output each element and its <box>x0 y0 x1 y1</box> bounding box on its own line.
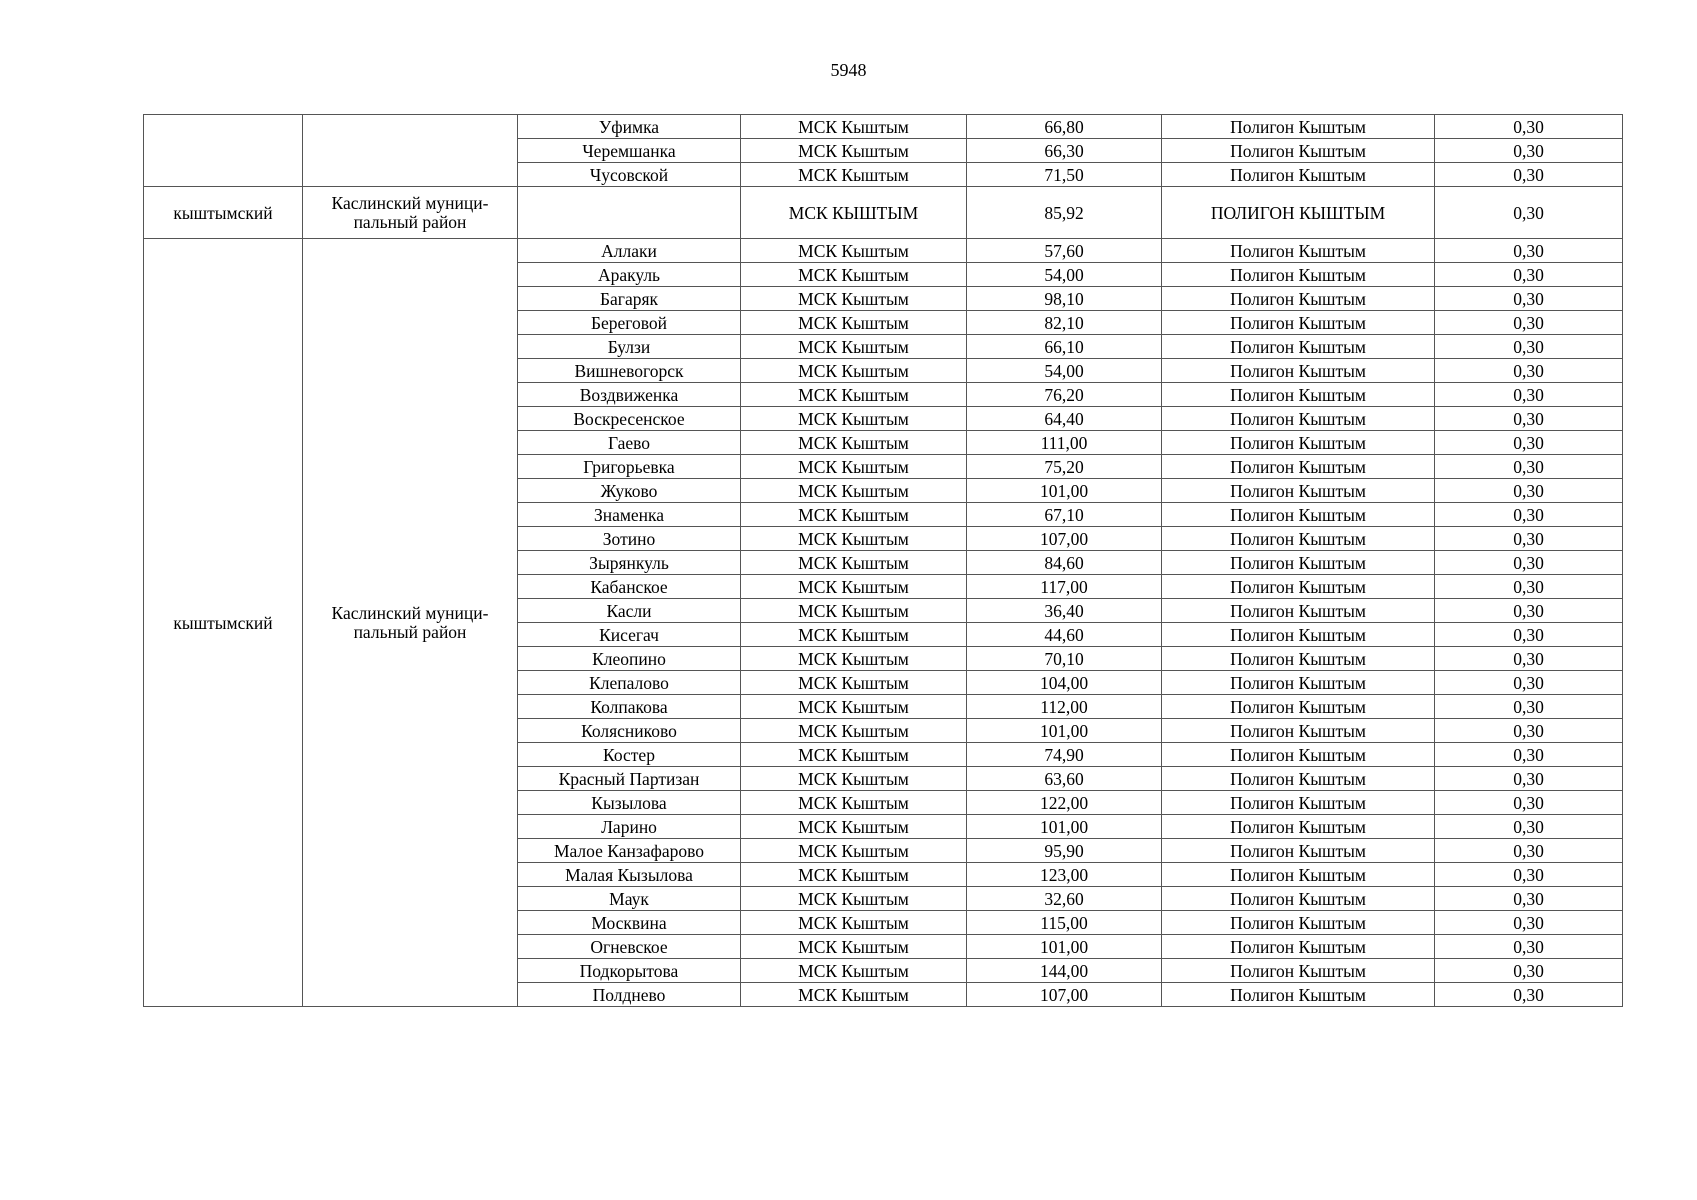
msk-cell: МСК Кыштым <box>741 115 967 139</box>
polygon-cell: Полигон Кыштым <box>1162 719 1435 743</box>
distance-cell: 112,00 <box>967 695 1162 719</box>
district-cell: Каслинский муници-пальный район <box>303 187 518 239</box>
settlement-cell: Малое Канзафарово <box>518 839 741 863</box>
distance-cell: 111,00 <box>967 431 1162 455</box>
distance-cell: 71,50 <box>967 163 1162 187</box>
value-cell: 0,30 <box>1435 479 1623 503</box>
settlement-cell: Береговой <box>518 311 741 335</box>
value-cell: 0,30 <box>1435 359 1623 383</box>
value-cell: 0,30 <box>1435 287 1623 311</box>
value-cell: 0,30 <box>1435 407 1623 431</box>
distance-cell: 84,60 <box>967 551 1162 575</box>
msk-cell: МСК Кыштым <box>741 263 967 287</box>
polygon-cell: Полигон Кыштым <box>1162 551 1435 575</box>
msk-cell: МСК Кыштым <box>741 383 967 407</box>
distance-cell: 101,00 <box>967 719 1162 743</box>
value-cell: 0,30 <box>1435 431 1623 455</box>
polygon-cell: Полигон Кыштым <box>1162 287 1435 311</box>
distance-cell: 122,00 <box>967 791 1162 815</box>
polygon-cell: Полигон Кыштым <box>1162 599 1435 623</box>
settlement-cell: Колпакова <box>518 695 741 719</box>
value-cell: 0,30 <box>1435 911 1623 935</box>
value-cell: 0,30 <box>1435 839 1623 863</box>
settlement-cell: Костер <box>518 743 741 767</box>
distance-cell: 101,00 <box>967 935 1162 959</box>
msk-cell: МСК Кыштым <box>741 139 967 163</box>
polygon-cell: Полигон Кыштым <box>1162 239 1435 263</box>
distance-cell: 95,90 <box>967 839 1162 863</box>
msk-cell: МСК Кыштым <box>741 959 967 983</box>
distance-cell: 36,40 <box>967 599 1162 623</box>
value-cell: 0,30 <box>1435 695 1623 719</box>
msk-cell: МСК Кыштым <box>741 527 967 551</box>
value-cell: 0,30 <box>1435 335 1623 359</box>
msk-cell: МСК Кыштым <box>741 887 967 911</box>
polygon-cell: Полигон Кыштым <box>1162 383 1435 407</box>
settlement-cell: Вишневогорск <box>518 359 741 383</box>
distance-cell: 66,80 <box>967 115 1162 139</box>
polygon-cell: Полигон Кыштым <box>1162 623 1435 647</box>
distance-cell: 144,00 <box>967 959 1162 983</box>
settlement-cell: Маук <box>518 887 741 911</box>
zone-cell: кыштымский <box>144 239 303 1007</box>
polygon-cell: Полигон Кыштым <box>1162 815 1435 839</box>
msk-cell: МСК Кыштым <box>741 163 967 187</box>
distance-cell: 57,60 <box>967 239 1162 263</box>
value-cell: 0,30 <box>1435 887 1623 911</box>
msk-cell: МСК Кыштым <box>741 815 967 839</box>
msk-cell: МСК КЫШТЫМ <box>741 187 967 239</box>
value-cell: 0,30 <box>1435 239 1623 263</box>
polygon-cell: Полигон Кыштым <box>1162 335 1435 359</box>
msk-cell: МСК Кыштым <box>741 719 967 743</box>
table-row <box>144 115 1623 139</box>
polygon-cell: Полигон Кыштым <box>1162 359 1435 383</box>
table-row <box>144 239 1623 263</box>
polygon-cell: Полигон Кыштым <box>1162 263 1435 287</box>
distance-cell: 64,40 <box>967 407 1162 431</box>
zone-cell: кыштымский <box>144 187 303 239</box>
distance-cell: 115,00 <box>967 911 1162 935</box>
msk-cell: МСК Кыштым <box>741 551 967 575</box>
distance-cell: 74,90 <box>967 743 1162 767</box>
settlement-cell: Зырянкуль <box>518 551 741 575</box>
distance-cell: 44,60 <box>967 623 1162 647</box>
polygon-cell: Полигон Кыштым <box>1162 163 1435 187</box>
polygon-cell: Полигон Кыштым <box>1162 863 1435 887</box>
polygon-cell: Полигон Кыштым <box>1162 791 1435 815</box>
polygon-cell: Полигон Кыштым <box>1162 647 1435 671</box>
zone-cell-empty <box>144 115 303 187</box>
value-cell: 0,30 <box>1435 671 1623 695</box>
polygon-cell: Полигон Кыштым <box>1162 527 1435 551</box>
distance-cell: 107,00 <box>967 527 1162 551</box>
value-cell: 0,30 <box>1435 503 1623 527</box>
settlement-cell: Касли <box>518 599 741 623</box>
settlement-cell: Огневское <box>518 935 741 959</box>
settlement-cell: Знаменка <box>518 503 741 527</box>
distance-cell: 82,10 <box>967 311 1162 335</box>
distance-cell: 70,10 <box>967 647 1162 671</box>
distance-cell: 123,00 <box>967 863 1162 887</box>
district-cell: Каслинский муници-пальный район <box>303 239 518 1007</box>
msk-cell: МСК Кыштым <box>741 479 967 503</box>
value-cell: 0,30 <box>1435 311 1623 335</box>
polygon-cell: Полигон Кыштым <box>1162 575 1435 599</box>
district-cell-empty <box>303 115 518 187</box>
msk-cell: МСК Кыштым <box>741 695 967 719</box>
polygon-cell: Полигон Кыштым <box>1162 695 1435 719</box>
settlement-cell: Черемшанка <box>518 139 741 163</box>
msk-cell: МСК Кыштым <box>741 575 967 599</box>
value-cell: 0,30 <box>1435 527 1623 551</box>
settlement-cell: Уфимка <box>518 115 741 139</box>
msk-cell: МСК Кыштым <box>741 791 967 815</box>
settlement-cell: Зотино <box>518 527 741 551</box>
value-cell: 0,30 <box>1435 551 1623 575</box>
distance-cell: 32,60 <box>967 887 1162 911</box>
polygon-cell: Полигон Кыштым <box>1162 479 1435 503</box>
value-cell: 0,30 <box>1435 719 1623 743</box>
value-cell: 0,30 <box>1435 139 1623 163</box>
msk-cell: МСК Кыштым <box>741 767 967 791</box>
value-cell: 0,30 <box>1435 575 1623 599</box>
page-number: 5948 <box>830 60 867 80</box>
msk-cell: МСК Кыштым <box>741 911 967 935</box>
msk-cell: МСК Кыштым <box>741 671 967 695</box>
distance-cell: 117,00 <box>967 575 1162 599</box>
settlement-cell: Колясниково <box>518 719 741 743</box>
polygon-cell: Полигон Кыштым <box>1162 959 1435 983</box>
distance-cell: 66,10 <box>967 335 1162 359</box>
distance-cell: 54,00 <box>967 359 1162 383</box>
polygon-cell: Полигон Кыштым <box>1162 911 1435 935</box>
distance-cell: 98,10 <box>967 287 1162 311</box>
value-cell: 0,30 <box>1435 983 1623 1007</box>
polygon-cell: Полигон Кыштым <box>1162 431 1435 455</box>
distance-cell: 85,92 <box>967 187 1162 239</box>
msk-cell: МСК Кыштым <box>741 983 967 1007</box>
value-cell: 0,30 <box>1435 935 1623 959</box>
polygon-cell: Полигон Кыштым <box>1162 503 1435 527</box>
msk-cell: МСК Кыштым <box>741 935 967 959</box>
settlement-cell: Аллаки <box>518 239 741 263</box>
value-cell: 0,30 <box>1435 743 1623 767</box>
msk-cell: МСК Кыштым <box>741 431 967 455</box>
table-body <box>144 115 1623 1007</box>
value-cell: 0,30 <box>1435 455 1623 479</box>
msk-cell: МСК Кыштым <box>741 335 967 359</box>
msk-cell: МСК Кыштым <box>741 407 967 431</box>
distance-cell: 67,10 <box>967 503 1162 527</box>
distance-cell: 104,00 <box>967 671 1162 695</box>
polygon-cell: Полигон Кыштым <box>1162 887 1435 911</box>
distance-cell: 101,00 <box>967 479 1162 503</box>
settlement-cell: Багаряк <box>518 287 741 311</box>
settlement-cell: Воздвиженка <box>518 383 741 407</box>
settlement-cell: Аракуль <box>518 263 741 287</box>
distance-cell: 101,00 <box>967 815 1162 839</box>
settlement-cell: Москвина <box>518 911 741 935</box>
settlement-cell: Подкорытова <box>518 959 741 983</box>
value-cell: 0,30 <box>1435 163 1623 187</box>
value-cell: 0,30 <box>1435 767 1623 791</box>
value-cell: 0,30 <box>1435 599 1623 623</box>
polygon-cell: Полигон Кыштым <box>1162 407 1435 431</box>
settlement-cell: Чусовской <box>518 163 741 187</box>
distance-cell: 75,20 <box>967 455 1162 479</box>
settlement-cell: Кызылова <box>518 791 741 815</box>
polygon-cell: Полигон Кыштым <box>1162 671 1435 695</box>
distance-cell: 54,00 <box>967 263 1162 287</box>
settlement-cell: Жуково <box>518 479 741 503</box>
value-cell: 0,30 <box>1435 263 1623 287</box>
distance-cell: 76,20 <box>967 383 1162 407</box>
value-cell: 0,30 <box>1435 863 1623 887</box>
polygon-cell: Полигон Кыштым <box>1162 743 1435 767</box>
settlement-cell: Малая Кызылова <box>518 863 741 887</box>
settlement-cell: Воскресенское <box>518 407 741 431</box>
polygon-cell: Полигон Кыштым <box>1162 935 1435 959</box>
settlement-cell <box>518 187 741 239</box>
distance-cell: 63,60 <box>967 767 1162 791</box>
polygon-cell: Полигон Кыштым <box>1162 455 1435 479</box>
msk-cell: МСК Кыштым <box>741 311 967 335</box>
settlement-cell: Клеопино <box>518 647 741 671</box>
msk-cell: МСК Кыштым <box>741 623 967 647</box>
msk-cell: МСК Кыштым <box>741 287 967 311</box>
summary-row <box>144 187 1623 239</box>
settlement-cell: Кабанское <box>518 575 741 599</box>
distance-cell: 107,00 <box>967 983 1162 1007</box>
settlement-cell: Булзи <box>518 335 741 359</box>
msk-cell: МСК Кыштым <box>741 839 967 863</box>
value-cell: 0,30 <box>1435 647 1623 671</box>
value-cell: 0,30 <box>1435 791 1623 815</box>
distance-cell: 66,30 <box>967 139 1162 163</box>
value-cell: 0,30 <box>1435 815 1623 839</box>
settlement-cell: Клепалово <box>518 671 741 695</box>
settlement-cell: Полднево <box>518 983 741 1007</box>
polygon-cell: Полигон Кыштым <box>1162 839 1435 863</box>
msk-cell: МСК Кыштым <box>741 647 967 671</box>
settlement-cell: Ларино <box>518 815 741 839</box>
msk-cell: МСК Кыштым <box>741 455 967 479</box>
msk-cell: МСК Кыштым <box>741 239 967 263</box>
value-cell: 0,30 <box>1435 623 1623 647</box>
msk-cell: МСК Кыштым <box>741 359 967 383</box>
polygon-cell: Полигон Кыштым <box>1162 767 1435 791</box>
msk-cell: МСК Кыштым <box>741 743 967 767</box>
settlement-cell: Григорьевка <box>518 455 741 479</box>
settlement-cell: Гаево <box>518 431 741 455</box>
value-cell: 0,30 <box>1435 959 1623 983</box>
settlement-cell: Красный Партизан <box>518 767 741 791</box>
msk-cell: МСК Кыштым <box>741 863 967 887</box>
polygon-cell: Полигон Кыштым <box>1162 139 1435 163</box>
polygon-cell: Полигон Кыштым <box>1162 983 1435 1007</box>
polygon-cell: Полигон Кыштым <box>1162 115 1435 139</box>
value-cell: 0,30 <box>1435 383 1623 407</box>
msk-cell: МСК Кыштым <box>741 599 967 623</box>
value-cell: 0,30 <box>1435 115 1623 139</box>
polygon-cell: ПОЛИГОН КЫШТЫМ <box>1162 187 1435 239</box>
msk-cell: МСК Кыштым <box>741 503 967 527</box>
polygon-cell: Полигон Кыштым <box>1162 311 1435 335</box>
settlement-cell: Кисегач <box>518 623 741 647</box>
value-cell: 0,30 <box>1435 187 1623 239</box>
data-table <box>143 114 1623 1007</box>
